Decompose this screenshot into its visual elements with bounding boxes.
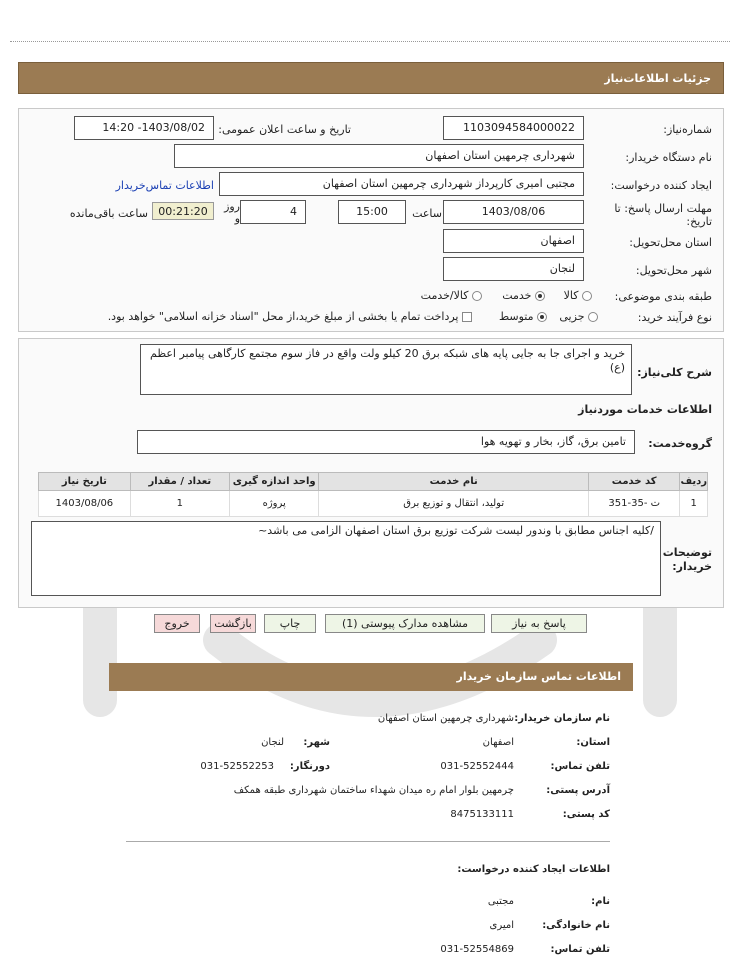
category-option-service[interactable] — [502, 289, 545, 302]
process-option-minor-label: جزیی — [559, 310, 585, 323]
days-field: 4 — [240, 200, 306, 224]
cell-unit: پروژه — [229, 491, 318, 517]
buyer-org-field: شهرداری چرمهین استان اصفهان — [174, 144, 584, 168]
col-name: نام خدمت — [319, 473, 589, 491]
deadline-time-field: 15:00 — [338, 200, 406, 224]
radio-goods[interactable] — [582, 291, 592, 301]
page-title: جزئیات اطلاعات‌نیاز — [18, 62, 724, 94]
category-option-goods[interactable] — [564, 289, 592, 302]
cell-row: 1 — [680, 491, 708, 517]
contact-province: اصفهان — [482, 737, 514, 748]
table-row — [39, 491, 708, 517]
contact-province-label: استان: — [576, 737, 610, 748]
reply-button[interactable]: پاسخ به نیاز — [491, 614, 587, 633]
remaining-time: 00:21:20 — [152, 202, 214, 220]
payment-note: پرداخت تمام یا بخشی از مبلغ خرید،از محل "اسناد خزانه اسلامی" خواهد بود. — [107, 310, 459, 323]
remaining-label: ساعت باقی‌مانده — [69, 207, 148, 220]
category-option-goods-label: کالا — [563, 289, 579, 302]
category-option-both[interactable] — [421, 289, 482, 302]
contact-fax-label: دورنگار: — [289, 761, 330, 772]
service-group-label: گروه‌خدمت: — [648, 437, 712, 450]
creator-label: ایجاد کننده درخواست: — [610, 179, 712, 192]
buyer-contact-link[interactable]: اطلاعات تماس‌خریدار — [115, 179, 214, 192]
payment-option[interactable] — [108, 310, 472, 323]
creator-heading: اطلاعات ایجاد کننده درخواست: — [457, 864, 610, 875]
contact-postal-label: کد پستی: — [562, 809, 610, 820]
province-label: استان محل‌تحویل: — [629, 236, 712, 249]
summary-label: شرح کلی‌نیاز: — [637, 366, 712, 379]
back-button[interactable]: بازگشت — [210, 614, 256, 633]
radio-service[interactable] — [535, 291, 545, 301]
radio-both[interactable] — [472, 291, 482, 301]
creator-first-name: مجتبی — [487, 896, 514, 907]
process-label: نوع فرآیند خرید: — [637, 311, 712, 324]
time-label: ساعت — [412, 207, 442, 220]
col-qty: تعداد / مقدار — [130, 473, 229, 491]
cell-code: ت -35-351 — [588, 491, 679, 517]
city-label: شهر محل‌تحویل: — [635, 264, 712, 277]
contact-org-label: نام سازمان خریدار: — [514, 713, 610, 724]
contact-phone: 031-52552444 — [440, 761, 514, 772]
category-option-service-label: خدمت — [502, 289, 532, 302]
announce-label: تاریخ و ساعت اعلان عمومی: — [218, 123, 351, 136]
contact-postal: 8475133111 — [450, 809, 514, 820]
process-option-minor[interactable] — [559, 310, 598, 323]
cell-name: تولید، انتقال و توزیع برق — [319, 491, 589, 517]
process-option-medium-label: متوسط — [498, 310, 534, 323]
announce-field: 1403/08/02- 14:20 — [74, 116, 214, 140]
cell-qty: 1 — [130, 491, 229, 517]
process-option-medium[interactable] — [499, 310, 547, 323]
contact-org: شهرداری چرمهین استان اصفهان — [377, 713, 514, 724]
contact-fax: 031-52552253 — [200, 761, 274, 772]
attachments-button[interactable]: مشاهده مدارک پیوستی (1) — [325, 614, 485, 633]
top-divider — [10, 41, 730, 42]
table-header-row — [39, 473, 708, 491]
contact-heading: اطلاعات تماس سازمان خریدار — [109, 663, 633, 691]
creator-phone-label: تلفن تماس: — [550, 944, 610, 955]
print-button[interactable]: چاپ — [264, 614, 316, 633]
radio-medium[interactable] — [537, 312, 547, 322]
buyer-notes-label: توضیحات خریدار: — [662, 546, 712, 573]
cell-date: 1403/08/06 — [39, 491, 131, 517]
contact-address: چرمهین بلوار امام ره میدان شهداء ساختمان شهرداری طبقه همکف — [233, 785, 514, 796]
creator-last-name: امیری — [489, 920, 514, 931]
deadline-date-field: 1403/08/06 — [443, 200, 584, 224]
exit-button[interactable]: خروج — [154, 614, 200, 633]
deadline-label: مهلت ارسال پاسخ: تا تاریخ: — [614, 202, 712, 228]
services-heading: اطلاعات خدمات موردنیاز — [578, 403, 712, 416]
contact-city: لنجان — [261, 737, 284, 748]
province-field: اصفهان — [443, 229, 584, 253]
contact-address-label: آدرس پستی: — [546, 785, 610, 796]
col-code: کد خدمت — [588, 473, 679, 491]
contact-city-label: شهر: — [303, 737, 330, 748]
creator-field: مجتبی امیری کارپرداز شهرداری چرمهین استان اصفهان — [219, 172, 584, 196]
creator-first-name-label: نام: — [591, 896, 610, 907]
radio-minor[interactable] — [588, 312, 598, 322]
summary-text: خرید و اجرای جا به جایی پایه های شبکه برق 20 کیلو ولت واقع در فاز سوم مجتمع کارگاهی پیامبر اعظم (ع) — [140, 344, 632, 395]
creator-last-name-label: نام خانوادگی: — [542, 920, 610, 931]
contact-phone-label: تلفن تماس: — [550, 761, 610, 772]
creator-phone: 031-52554869 — [440, 944, 514, 955]
col-row: ردیف — [680, 473, 708, 491]
category-label: طبقه بندی موضوعی: — [614, 290, 712, 303]
buyer-org-label: نام دستگاه خریدار: — [625, 151, 712, 164]
days-label: روز و — [224, 200, 240, 225]
contact-divider — [126, 841, 610, 842]
city-field: لنجان — [443, 257, 584, 281]
buyer-notes-text: /کلیه اجناس مطابق با وندور لیست شرکت توزیع برق استان اصفهان الزامی می باشد~ — [31, 521, 661, 596]
category-option-both-label: کالا/خدمت — [420, 289, 469, 302]
payment-checkbox[interactable] — [462, 312, 472, 322]
need-number-field: 1103094584000022 — [443, 116, 584, 140]
services-table — [38, 472, 708, 517]
service-group-field: تامین برق، گاز، بخار و تهویه هوا — [137, 430, 635, 454]
col-unit: واحد اندازه گیری — [229, 473, 318, 491]
need-number-label: شماره‌نیاز: — [663, 123, 712, 136]
col-date: تاریخ نیاز — [39, 473, 131, 491]
